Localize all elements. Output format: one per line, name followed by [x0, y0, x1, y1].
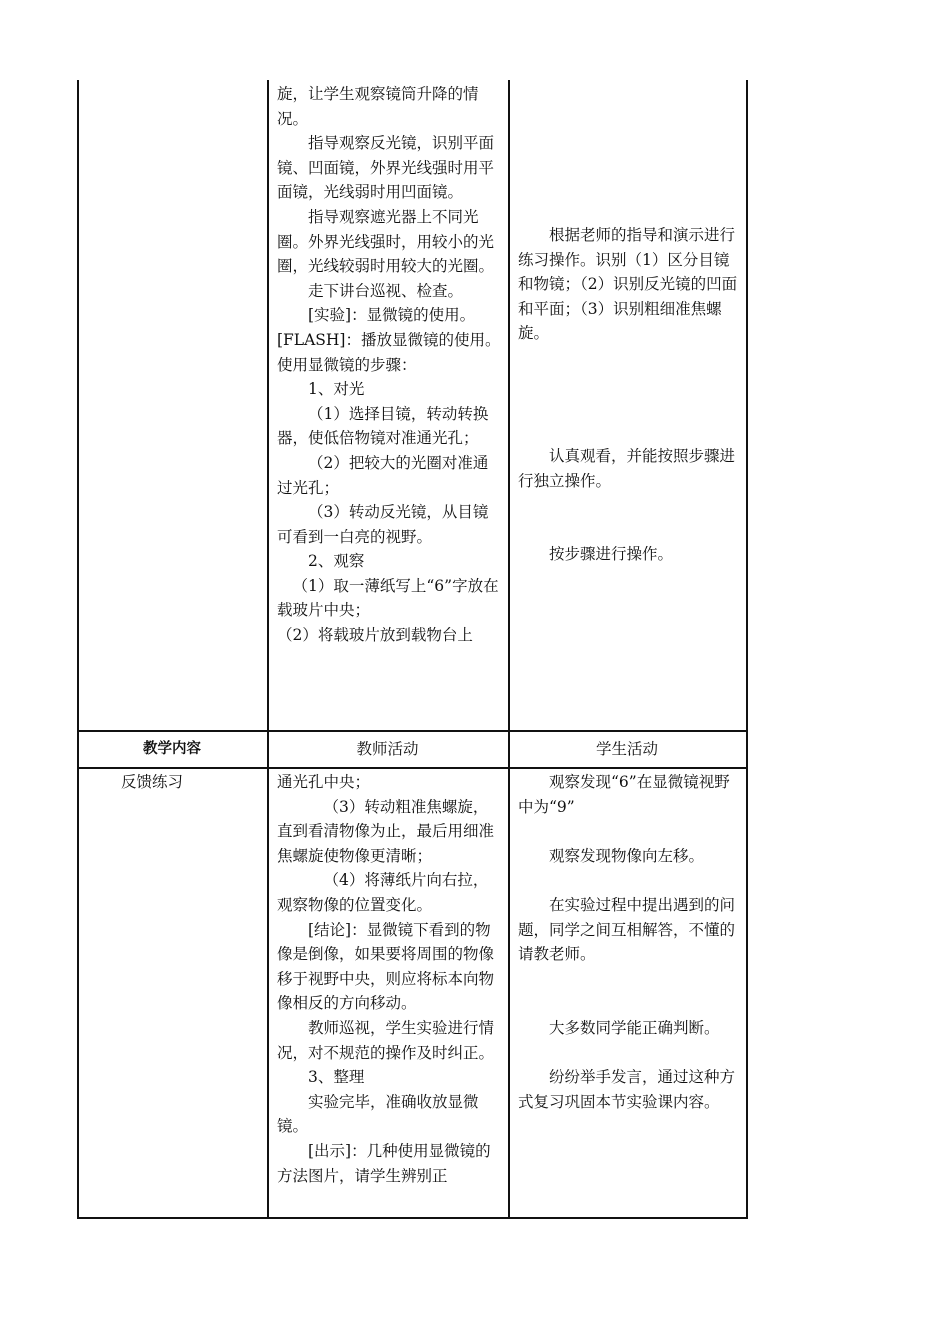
teacher-para: 实验完毕，准确收放显微镜。 — [277, 1092, 479, 1136]
header-student: 学生活动 — [595, 740, 658, 758]
student-para: 按步骤进行操作。 — [549, 545, 674, 564]
student-para: 大多数同学能正确判断。 — [549, 1018, 720, 1037]
teacher-para: 2、观察 — [308, 552, 365, 571]
teacher-para: [实验]：显微镜的使用。[FLASH]：播放显微镜的使用。使用显微镜的步骤： — [277, 306, 501, 374]
student-para: 在实验过程中提出遇到的问题，同学之间互相解答，不懂的请教老师。 — [518, 895, 736, 964]
teacher-para: [结论]：显微镜下看到的物像是倒像，如果要将周围的物像移于视野中央，则应将标本向物像相反的方向移动。 — [277, 920, 495, 1013]
teacher-para: 教师巡视，学生实验进行情况，对不规范的操作及时纠正。 — [277, 1018, 495, 1062]
student-para: 认真观看，并能按照步骤进行独立操作。 — [518, 446, 736, 490]
header-teacher: 教师活动 — [356, 740, 419, 758]
teacher-para: （2）把较大的光圈对准通过光孔； — [277, 453, 489, 497]
teacher-para: 旋，让学生观察镜筒升降的情况。 — [277, 85, 479, 128]
teacher-para: （3）转动反光镜，从目镜可看到一白亮的视野。 — [277, 503, 489, 546]
teacher-para: 指导观察遮光器上不同光圈。外界光线强时，用较小的光圈，光线较弱时用较大的光圈。 — [277, 207, 495, 276]
student-para: 观察发现物像向左移。 — [549, 846, 705, 865]
teacher-para: （2）将载玻片放到载物台上 — [277, 626, 473, 645]
teacher-para: （3）转动粗准焦螺旋，直到看清物像为止，最后用细准焦螺旋使物像更清晰； — [277, 797, 495, 865]
teacher-para: （1）取一薄纸写上“6”字放在载玻片中央； — [277, 576, 499, 620]
column-divider-2 — [508, 80, 510, 1219]
bottom-student-cell — [518, 770, 740, 1114]
bottom-teacher-cell — [277, 770, 501, 1188]
table-right-border — [746, 80, 748, 1219]
teacher-para: 3、整理 — [308, 1068, 365, 1087]
teacher-para: 通光孔中央； — [277, 773, 371, 791]
student-para: 观察发现“6”在显微镜视野中为“9” — [518, 773, 730, 816]
teacher-para: （4）将薄纸片向右拉，观察物像的位置变化。 — [277, 871, 489, 914]
teacher-para: 指导观察反光镜，识别平面镜、凹面镜，外界光线强时用平面镜，光线弱时用凹面镜。 — [277, 134, 495, 202]
top-student-cell — [518, 223, 740, 567]
teacher-para: [出示]：几种使用显微镜的方法图片，请学生辨别正 — [277, 1141, 491, 1185]
teacher-para: （1）选择目镜，转动转换器，使低倍物镜对准通光孔； — [277, 404, 489, 448]
teacher-para: 走下讲台巡视、检查。 — [308, 281, 464, 300]
teacher-para: 1、对光 — [308, 380, 365, 399]
top-teacher-cell — [277, 82, 501, 648]
student-para: 根据老师的指导和演示进行练习操作。识别（1）区分目镜和物镜；（2）识别反光镜的凹面和平面；（3）识别粗细准焦螺旋。 — [518, 226, 738, 343]
content-label: 反馈练习 — [121, 773, 184, 791]
header-bottom-border — [77, 767, 747, 769]
column-divider-1 — [267, 80, 269, 1219]
table-bottom-border — [77, 1217, 747, 1219]
student-para: 纷纷举手发言，通过这种方式复习巩固本节实验课内容。 — [518, 1067, 736, 1111]
table-left-border — [77, 80, 79, 1219]
header-content: 教学内容 — [143, 741, 201, 757]
